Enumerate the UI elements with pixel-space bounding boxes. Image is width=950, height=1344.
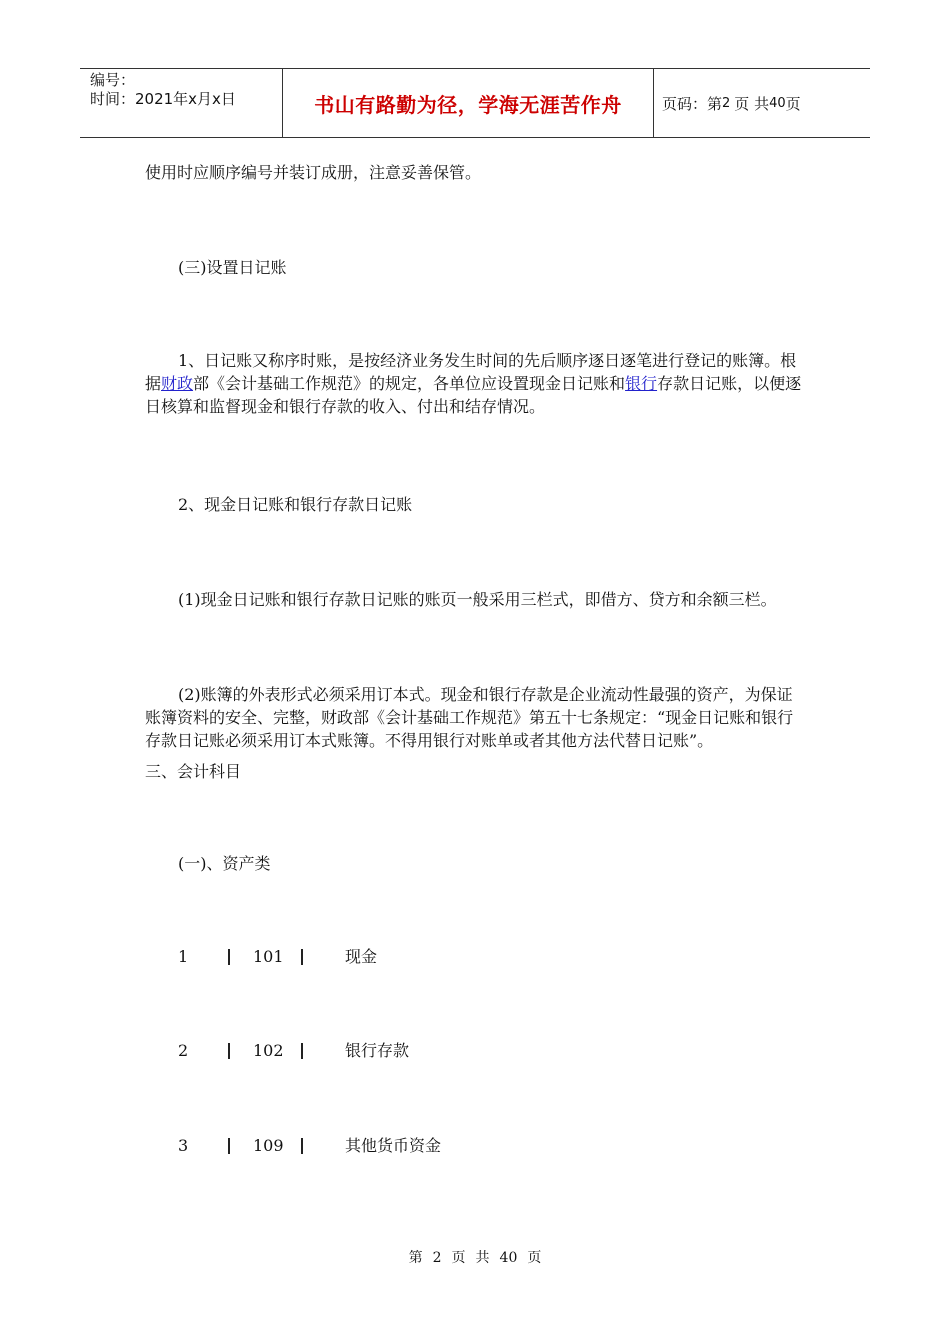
paragraph-journal-definition bbox=[145, 349, 805, 418]
account-name: 现金 bbox=[345, 947, 378, 966]
header-motto-cell bbox=[282, 69, 654, 137]
footer-text: 第 bbox=[408, 1250, 423, 1266]
footer-text: 页 bbox=[451, 1250, 466, 1266]
page-current: 2 bbox=[722, 95, 731, 111]
footer-total-pages: 40 bbox=[499, 1250, 518, 1266]
doc-number-label: 编号： bbox=[90, 71, 136, 89]
page-suffix: 页 bbox=[785, 94, 801, 113]
footer-text: 页 bbox=[527, 1250, 542, 1266]
account-seq: 2 bbox=[178, 1041, 189, 1060]
header-motto: 书山有路勤为径，学海无涯苦作舟 bbox=[314, 92, 622, 117]
heading-setup-journal: (三)设置日记账 bbox=[178, 258, 287, 277]
paragraph-storage: 使用时应顺序编号并装订成册，注意妥善保管。 bbox=[145, 163, 482, 182]
page-total: 40 bbox=[769, 95, 786, 111]
account-name: 其他货币资金 bbox=[345, 1136, 442, 1155]
column-divider bbox=[228, 949, 230, 965]
text-segment: 存款日记账，以便逐日核算和监督现金和银行存款的收入、付出和结存情况。 bbox=[145, 374, 802, 416]
column-divider bbox=[301, 1043, 303, 1059]
page-footer bbox=[0, 1247, 950, 1267]
paragraph-three-column: (1)现金日记账和银行存款日记账的账页一般采用三栏式，即借方、贷方和余额三栏。 bbox=[178, 590, 777, 609]
footer-current-page: 2 bbox=[432, 1250, 442, 1266]
heading-cash-bank-journal: 2、现金日记账和银行存款日记账 bbox=[178, 495, 413, 514]
column-divider bbox=[301, 1138, 303, 1154]
heading-accounting-subjects: 三、会计科目 bbox=[145, 762, 242, 781]
account-code: 109 bbox=[253, 1136, 284, 1155]
text-segment: 部《会计基础工作规范》的规定，各单位应设置现金日记账和 bbox=[193, 374, 626, 393]
column-divider bbox=[228, 1138, 230, 1154]
account-code: 102 bbox=[253, 1041, 284, 1060]
column-divider bbox=[301, 949, 303, 965]
heading-asset-class: (一)、资产类 bbox=[178, 854, 271, 873]
link-bank[interactable]: 银行 bbox=[625, 374, 658, 393]
link-finance[interactable]: 财政 bbox=[161, 374, 194, 393]
column-divider bbox=[228, 1043, 230, 1059]
account-seq: 3 bbox=[178, 1136, 189, 1155]
page-header bbox=[80, 68, 870, 138]
footer-text: 共 bbox=[475, 1250, 490, 1266]
header-meta bbox=[80, 69, 282, 137]
doc-time-label: 时间：2021年x月x日 bbox=[90, 90, 236, 108]
account-code: 101 bbox=[253, 947, 284, 966]
account-seq: 1 bbox=[178, 947, 189, 966]
page-prefix: 页码：第 bbox=[662, 94, 723, 113]
header-page-info bbox=[654, 69, 870, 137]
text-segment: 1、日记账又称序时账，是按经济业务发生时间的先后顺序逐日逐笔进行登记的账簿。根据 bbox=[145, 351, 797, 393]
paragraph-bound-book: (2)账簿的外表形式必须采用订本式。现金和银行存款是企业流动性最强的资产，为保证账簿资料的安全、完整，财政部《会计基础工作规范》第五十七条规定：“现金日记账和银行存款日记账必须采用订本式账簿。不得用银行对账单或者其他方法代替日记账”。 bbox=[145, 685, 794, 750]
page-mid: 页 共 bbox=[734, 94, 770, 113]
account-name: 银行存款 bbox=[345, 1041, 410, 1060]
